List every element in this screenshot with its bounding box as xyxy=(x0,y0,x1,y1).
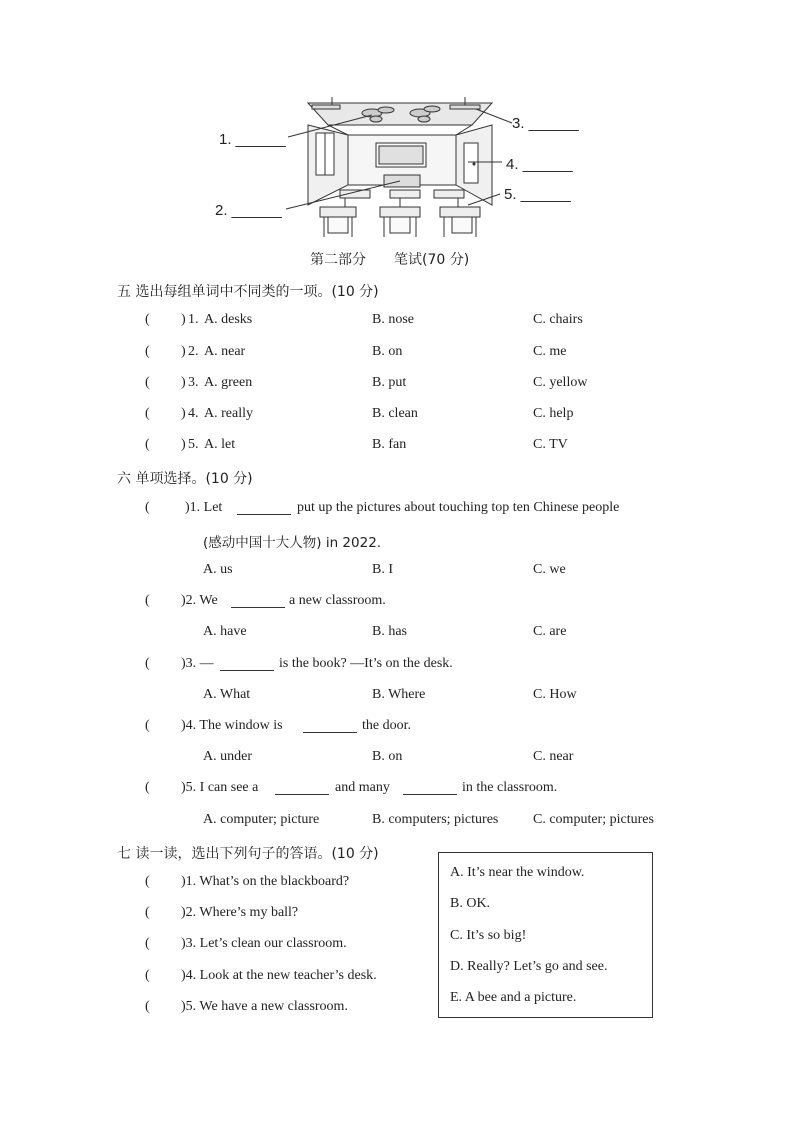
s7-question-1: )1. What’s on the blackboard? xyxy=(181,874,350,889)
option-b: B. clean xyxy=(372,406,418,421)
q3-pre: )3. — xyxy=(181,656,214,671)
section5-heading: 五 选出每组单词中不同类的一项。(10 分) xyxy=(117,284,379,300)
option-c: C. chairs xyxy=(533,312,583,327)
q4-option-a: A. under xyxy=(203,749,252,764)
answer-paren[interactable]: ( xyxy=(145,968,150,983)
item-num: 1. xyxy=(188,312,199,327)
q5-option-a: A. computer; picture xyxy=(203,812,320,827)
section7-heading: 七 读一读，选出下列句子的答语。(10 分) xyxy=(117,846,379,862)
q1-option-b: B. I xyxy=(372,562,393,577)
option-a: A. desks xyxy=(204,312,253,327)
q1-option-c: C. we xyxy=(533,562,566,577)
q1-blank[interactable] xyxy=(237,500,291,520)
answer-paren[interactable]: ( xyxy=(145,593,150,608)
answer-paren[interactable]: ( xyxy=(145,999,150,1014)
picture-label-2: 2. ______ xyxy=(215,202,282,219)
option-b: B. put xyxy=(372,375,407,390)
option-a: A. green xyxy=(204,375,253,390)
q2-blank[interactable] xyxy=(231,593,285,613)
q5-mid: and many xyxy=(335,780,390,795)
option-a: A. let xyxy=(204,437,236,452)
q1-line2: (感动中国十大人物) in 2022. xyxy=(203,535,382,551)
q4-post: the door. xyxy=(362,718,411,733)
q5-option-c: C. computer; pictures xyxy=(533,812,654,827)
answer-paren[interactable]: ( xyxy=(145,718,150,733)
s7-question-2: )2. Where’s my ball? xyxy=(181,905,299,920)
item-num: 2. xyxy=(188,344,199,359)
answer-option-b: B. OK. xyxy=(450,896,491,911)
q2-pre: )2. We xyxy=(181,593,218,608)
item-number: ) xyxy=(181,406,186,421)
q4-blank[interactable] xyxy=(303,718,357,738)
q5-blank-1[interactable] xyxy=(275,780,329,800)
option-a: A. near xyxy=(204,344,246,359)
answer-paren[interactable]: ( xyxy=(145,312,150,327)
item-number: ) xyxy=(181,312,186,327)
picture-label-1: 1. ______ xyxy=(219,131,286,148)
q4-option-b: B. on xyxy=(372,749,403,764)
answer-paren[interactable]: ( xyxy=(145,437,150,452)
item-num: 5. xyxy=(188,437,199,452)
q2-option-c: C. are xyxy=(533,624,567,639)
picture-label-4: 4. ______ xyxy=(506,156,573,173)
item-number: ) xyxy=(181,375,186,390)
answer-paren[interactable]: ( xyxy=(145,905,150,920)
q5-post: in the classroom. xyxy=(462,780,558,795)
option-a: A. really xyxy=(204,406,253,421)
q5-pre: )5. I can see a xyxy=(181,780,259,795)
answer-option-a: A. It’s near the window. xyxy=(450,865,585,880)
option-c: C. me xyxy=(533,344,567,359)
answer-options-box xyxy=(438,852,653,1018)
part-title: 第二部分 笔试(70 分) xyxy=(310,252,470,268)
picture-label-5: 5. ______ xyxy=(504,186,571,203)
answer-paren[interactable]: ( xyxy=(145,874,150,889)
q2-option-b: B. has xyxy=(372,624,407,639)
answer-option-c: C. It’s so big! xyxy=(450,928,527,943)
q3-option-a: A. What xyxy=(203,687,251,702)
q1-option-a: A. us xyxy=(203,562,233,577)
answer-paren[interactable]: ( xyxy=(145,500,150,515)
item-number: ) xyxy=(181,437,186,452)
answer-paren[interactable]: ( xyxy=(145,780,150,795)
q2-option-a: A. have xyxy=(203,624,247,639)
option-c: C. TV xyxy=(533,437,568,452)
q1-pre: )1. Let xyxy=(185,500,223,515)
q3-post: is the book? —It’s on the desk. xyxy=(279,656,453,671)
answer-paren[interactable]: ( xyxy=(145,656,150,671)
answer-paren[interactable]: ( xyxy=(145,375,150,390)
option-b: B. fan xyxy=(372,437,407,452)
q3-blank[interactable] xyxy=(220,656,274,676)
answer-paren[interactable]: ( xyxy=(145,936,150,951)
item-num: 4. xyxy=(188,406,199,421)
option-c: C. yellow xyxy=(533,375,588,390)
s7-question-3: )3. Let’s clean our classroom. xyxy=(181,936,347,951)
option-b: B. nose xyxy=(372,312,414,327)
answer-paren[interactable]: ( xyxy=(145,406,150,421)
option-b: B. on xyxy=(372,344,403,359)
q3-option-b: B. Where xyxy=(372,687,426,702)
option-c: C. help xyxy=(533,406,574,421)
picture-label-3: 3. ______ xyxy=(512,115,579,132)
q5-blank-2[interactable] xyxy=(403,780,457,800)
s7-question-4: )4. Look at the new teacher’s desk. xyxy=(181,968,377,983)
q1-post: put up the pictures about touching top ten Chinese people xyxy=(297,500,620,515)
q3-option-c: C. How xyxy=(533,687,577,702)
q2-post: a new classroom. xyxy=(289,593,386,608)
answer-option-e: E. A bee and a picture. xyxy=(450,990,577,1005)
answer-paren[interactable]: ( xyxy=(145,344,150,359)
item-number: ) xyxy=(181,344,186,359)
answer-option-d: D. Really? Let’s go and see. xyxy=(450,959,608,974)
q4-pre: )4. The window is xyxy=(181,718,283,733)
section6-heading: 六 单项选择。(10 分) xyxy=(117,471,253,487)
s7-question-5: )5. We have a new classroom. xyxy=(181,999,348,1014)
q4-option-c: C. near xyxy=(533,749,574,764)
item-num: 3. xyxy=(188,375,199,390)
q5-option-b: B. computers; pictures xyxy=(372,812,499,827)
